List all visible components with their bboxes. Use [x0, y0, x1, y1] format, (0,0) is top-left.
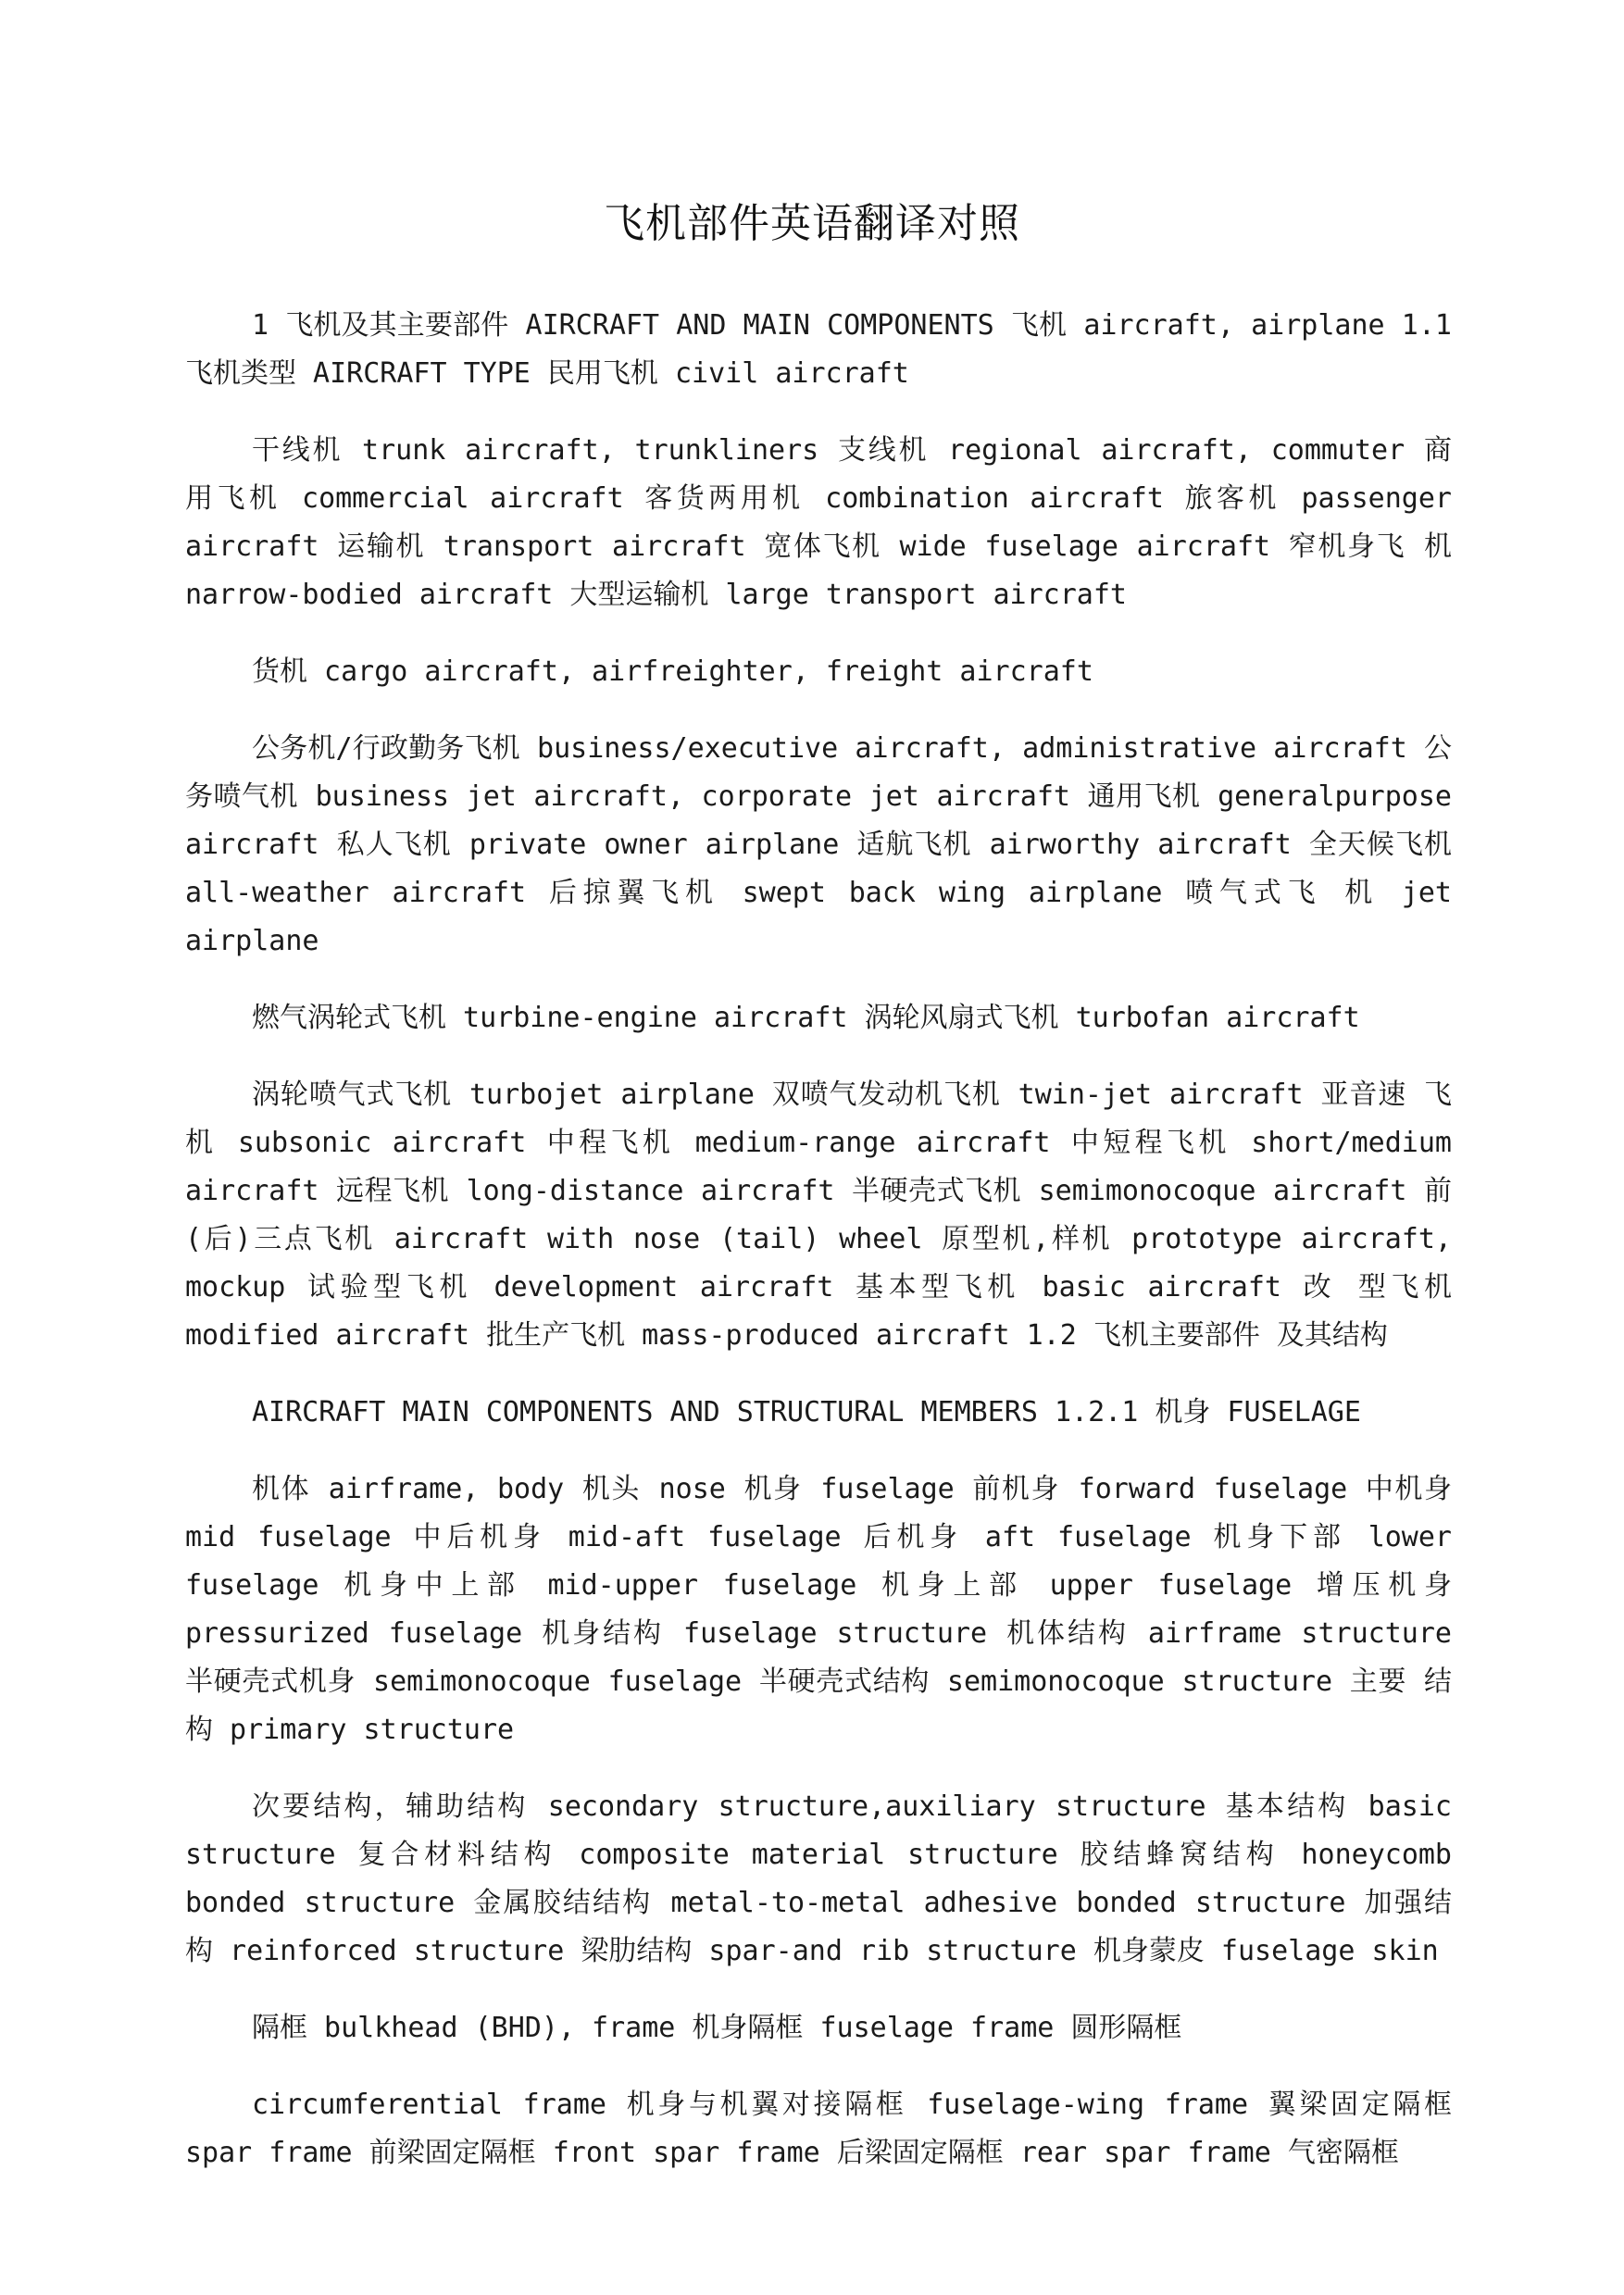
paragraph-aircraft-type: 1 飞机及其主要部件 AIRCRAFT AND MAIN COMPONENTS 飞机 aircraft, airplane 1.1 飞机类型 AIRCRAFT TYPE 民用飞机 civil aircraft	[185, 309, 1452, 390]
paragraph-cargo-aircraft: 货机 cargo aircraft, airfreighter, freight aircraft	[252, 655, 1093, 688]
paragraph-turbojet-aircraft: 涡轮喷气式飞机 turbojet airplane 双喷气发动机飞机 twin-jet aircraft 亚音速 飞机 subsonic aircraft 中程飞机 medium-range aircraft 中短程飞机 short/medium aircraft 远程飞机 long-distance aircraft 半硬壳式飞机 semimonocoque aircraft 前(后)三点飞机 aircraft with nose (tail) wheel 原型机,样机 prototype aircraft, mockup 试验型飞机 development aircraft 基本型飞机 basic aircraft 改 型飞机 modified aircraft 批生产飞机 mass-produced aircraft 1.2 飞机主要部件 及其结构	[185, 1079, 1452, 1352]
paragraph-fuselage-terms: 机体 airframe, body 机头 nose 机身 fuselage 前机身 forward fuselage 中机身 mid fuselage 中后机身 mid-aft fuselage 后机身 aft fuselage 机身下部 lower fuselage 机身中上部 mid-upper fuselage 机身上部 upper fuselage 增压机身 pressurized fuselage 机身结构 fuselage structure 机体结构 airframe structure 半硬壳式机身 semimonocoque fuselage 半硬壳式结构 semimonocoque structure 主要 结构 primary structure	[185, 1473, 1452, 1746]
paragraph-frame-terms: circumferential frame 机身与机翼对接隔框 fuselage-wing frame 翼梁固定隔框 spar frame 前梁固定隔框 front spar frame 后梁固定隔框 rear spar frame 气密隔框	[185, 2089, 1452, 2169]
paragraph-trunk-aircraft: 干线机 trunk aircraft, trunkliners 支线机 regional aircraft, commuter 商 用飞机 commercial aircraft 客货两用机 combination aircraft 旅客机 passenger aircraft 运输机 transport aircraft 宽体飞机 wide fuselage aircraft 窄机身飞 机 narrow-bodied aircraft 大型运输机 large transport aircraft	[185, 434, 1452, 611]
document-body	[185, 302, 1452, 2206]
paragraph-structure-terms: 次要结构，辅助结构 secondary structure,auxiliary structure 基本结构 basic structure 复合材料结构 composite material structure 胶结蜂窝结构 honeycomb bonded structure 金属胶结结构 metal-to-metal adhesive bonded structure 加强结 构 reinforced structure 梁肋结构 spar-and rib structure 机身蒙皮 fuselage skin	[185, 1790, 1452, 1967]
paragraph-turbine-aircraft: 燃气涡轮式飞机 turbine-engine aircraft 涡轮风扇式飞机 turbofan aircraft	[252, 1002, 1360, 1034]
document-title: 飞机部件英语翻译对照	[604, 200, 1020, 247]
paragraph-main-components-heading: AIRCRAFT MAIN COMPONENTS AND STRUCTURAL MEMBERS 1.2.1 机身 FUSELAGE	[252, 1396, 1361, 1428]
paragraph-business-aircraft: 公务机/行政勤务飞机 business/executive aircraft, administrative aircraft 公务喷气机 business jet aircraft, corporate jet aircraft 通用飞机 generalpurpose aircraft 私人飞机 private owner airplane 适航飞机 airworthy aircraft 全天候飞机 all-weather aircraft 后掠翼飞机 swept back wing airplane 喷气式飞 机 jet airplane	[185, 732, 1452, 957]
paragraph-bulkhead-terms: 隔框 bulkhead (BHD), frame 机身隔框 fuselage frame 圆形隔框	[252, 2012, 1182, 2044]
